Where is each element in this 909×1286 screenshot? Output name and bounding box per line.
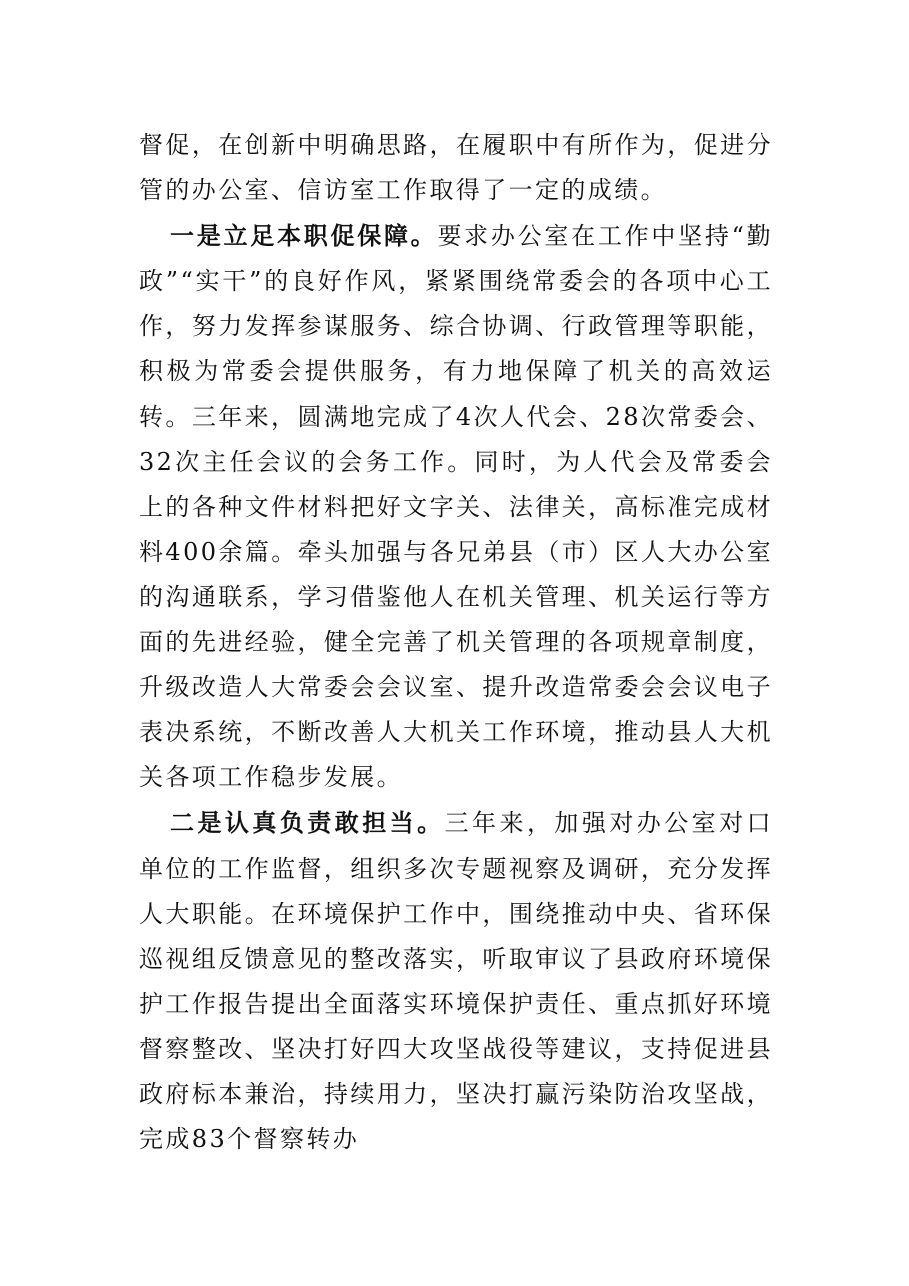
paragraph-text: 督促，在创新中明确思路，在履职中有所作为，促进分管的办公室、信访室工作取得了一定的成绩。 bbox=[139, 131, 773, 205]
paragraph-text: 三年来，加强对办公室对口单位的工作监督，组织多次专题视察及调研，充分发挥人大职能。在环境保护工作中，围绕推动中央、省环保巡视组反馈意见的整改落实，听取审议了县政府环境保护工作报告提出全面落实环境保护责任、重点抓好环境督察整改、坚决打好四大攻坚战役等建议，支持促进县政府标本兼治，持续用力，坚决打赢污染防治攻坚战，完成83个督察转办 bbox=[139, 809, 773, 1154]
paragraph-continuation bbox=[139, 123, 773, 213]
paragraph-lead: 二是认真负责敢担当。 bbox=[170, 808, 445, 838]
paragraph-lead: 一是立足本职促保障。 bbox=[170, 221, 438, 251]
paragraph-text: 要求办公室在工作中坚持“勤政”“实干”的良好作风，紧紧围绕常委会的各项中心工作，努力发挥参谋服务、综合协调、行政管理等职能，积极为常委会提供服务，有力地保障了机关的高效运转。三年来，圆满地完成了4次人代会、28次常委会、32次主任会议的会务工作。同时，为人代会及常委会上的各种文件材料把好文字关、法律关，高标准完成材料400余篇。牵头加强与各兄弟县（市）区人大办公室的沟通联系，学习借鉴他人在机关管理、机关运行等方面的先进经验，健全完善了机关管理的各项规章制度，升级改造人大常委会会议室、提升改造常委会会议电子表决系统，不断改善人大机关工作环境，推动县人大机关各项工作稳步发展。 bbox=[139, 222, 774, 792]
paragraph-one bbox=[139, 213, 773, 800]
paragraph-two bbox=[139, 800, 773, 1162]
body-text bbox=[139, 123, 773, 1162]
